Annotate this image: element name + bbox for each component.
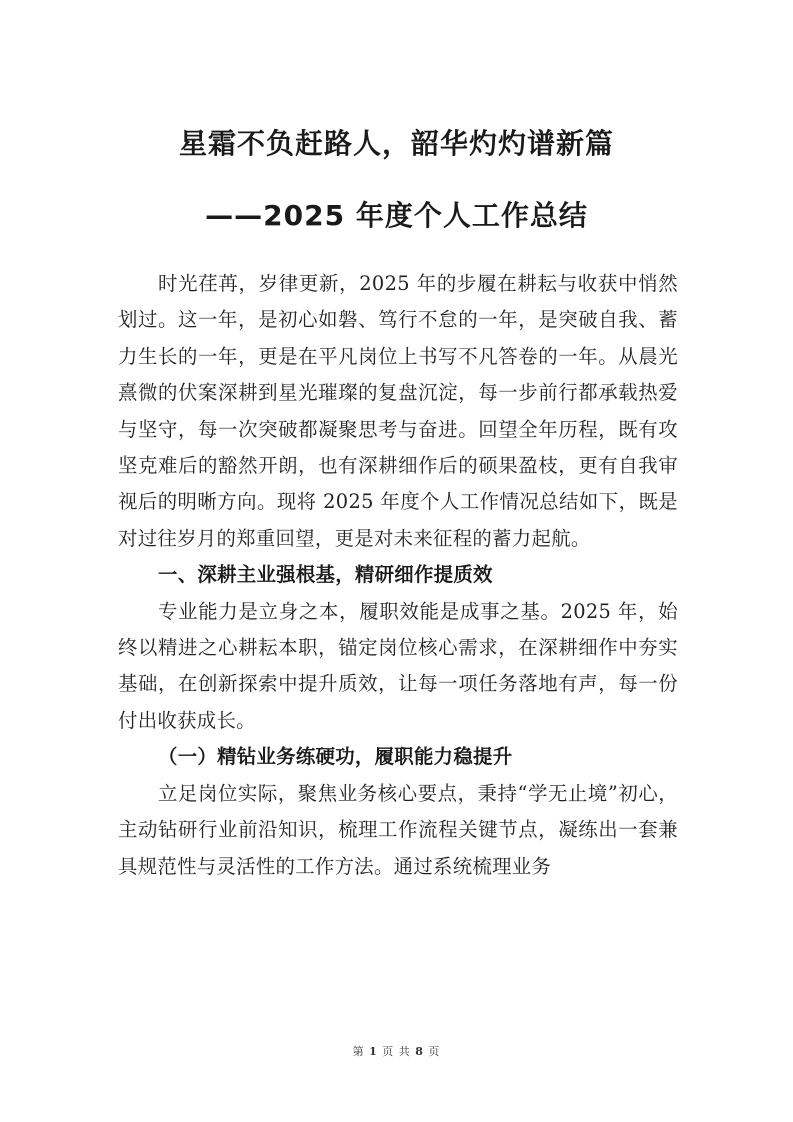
- section-1-heading: 一、深耕主业强根基，精研细作提质效: [158, 563, 493, 587]
- subsection-1-paragraph: 立足岗位实际，聚焦业务核心要点，秉持“学无止境”初心，主动钻研行业前沿知识，梳理工作流程关键节点，凝练出一套兼具规范性与灵活性的工作方法。通过系统梳理业务: [118, 781, 678, 878]
- document-title: 星霜不负赶路人，韶华灼灼谱新篇: [178, 127, 614, 160]
- footer-suffix: 页: [428, 1045, 441, 1058]
- subsection-1-heading: （一）精钻业务练硬功，履职能力稳提升: [158, 745, 513, 769]
- document-subtitle: ——2025 年度个人工作总结: [205, 199, 588, 232]
- document-body: [118, 266, 678, 885]
- footer-middle: 页 共: [382, 1045, 411, 1058]
- total-page-count: 8: [415, 1045, 424, 1058]
- footer-prefix: 第: [352, 1045, 365, 1058]
- intro-paragraph: 时光荏苒，岁律更新，2025 年的步履在耕耘与收获中悄然划过。这一年，是初心如磐、笃行不怠的一年，是突破自我、蓄力生长的一年，更是在平凡岗位上书写不凡答卷的一年。从晨光熹微的伏案深耕到星光璀璨的复盘沉淀，每一步前行都承载热爱与坚守，每一次突破都凝聚思考与奋进。回望全年历程，既有攻坚克难后的豁然开朗，也有深耕细作后的硕果盈枝，更有自我审视后的明晰方向。现将 2025 年度个人工作情况总结如下，既是对过往岁月的郑重回望，更是对未来征程的蓄力起航。: [118, 272, 678, 550]
- section-1-paragraph: 专业能力是立身之本，履职效能是成事之基。2025 年，始终以精进之心耕耘本职，锚定岗位核心需求，在深耕细作中夯实基础，在创新探索中提升质效，让每一项任务落地有声，每一份付出收获成长。: [118, 599, 678, 732]
- current-page-number: 1: [369, 1045, 378, 1058]
- page-footer: [0, 1043, 793, 1059]
